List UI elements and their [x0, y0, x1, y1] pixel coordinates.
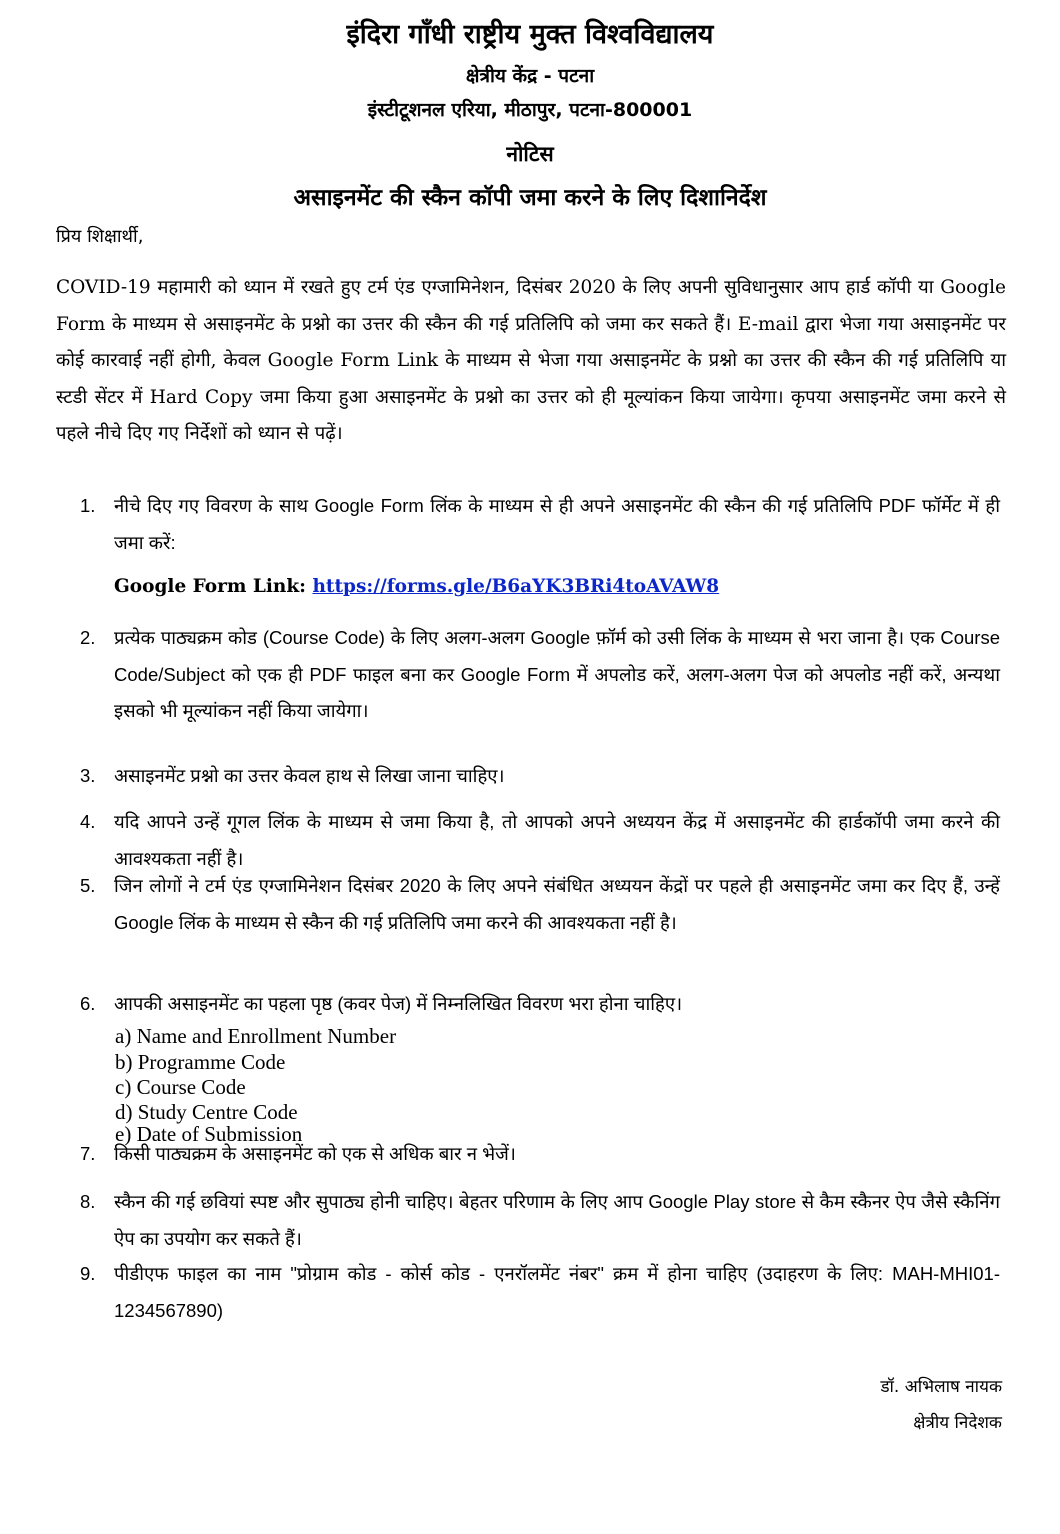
item-text: आपकी असाइनमेंट का पहला पृष्ठ (कवर पेज) में निम्नलिखित विवरण भरा होना चाहिए।	[114, 993, 683, 1014]
google-form-link[interactable]: https://forms.gle/B6aYK3BRi4toAVAW8	[312, 576, 720, 597]
item-text: पीडीएफ फाइल का नाम "प्रोग्राम कोड - कोर्स कोड - एनरॉलमेंट नंबर" क्रम में होना चाहिए (उदाहरण के लिए: MAH-MHI01-1234567890)	[114, 1263, 1000, 1321]
signatory-name: डॉ. अभिलाष नायक	[880, 1377, 1002, 1397]
signatory-title: क्षेत्रीय निदेशक	[913, 1413, 1002, 1433]
intro-paragraph: COVID-19 महामारी को ध्यान में रखते हुए टर्म एंड एग्जामिनेशन, दिसंबर 2020 के लिए अपनी सुविधानुसार आप हार्ड कॉपी या Google Form के माध्यम से असाइनमेंट के प्रश्नो का उत्तर की स्कैन की गई प्रतिलिपि को जमा कर सकते हैं। E-mail द्वारा भेजा गया असाइनमेंट पर कोई कारवाई नहीं होगी, केवल Google Form Link के माध्यम से भेजा गया असाइनमेंट के प्रश्नो का उत्तर की स्कैन की गई प्रतिलिपि या स्टडी सेंटर में Hard Copy जमा किया हुआ असाइनमेंट के प्रश्नो का उत्तर को ही मूल्यांकन किया जायेगा। कृपया असाइनमेंट जमा करने से पहले नीचे दिए गए निर्देशों को ध्यान से पढ़ें।	[56, 277, 1006, 444]
item-number: 4.	[80, 811, 96, 832]
item-text: जिन लोगों ने टर्म एंड एग्जामिनेशन दिसंबर 2020 के लिए अपने संबंधित अध्ययन केंद्रों पर पहले ही असाइनमेंट जमा कर दिए हैं, उन्हें Google लिंक के माध्यम से स्कैन की गई प्रतिलिपि जमा करने की आवश्यकता नहीं है।	[114, 875, 1000, 933]
item-number: 3.	[80, 765, 96, 786]
item-number: 9.	[80, 1263, 96, 1284]
notice-subject: असाइनमेंट की स्कैन कॉपी जमा करने के लिए दिशानिर्देश	[293, 185, 767, 211]
cover-detail-d: d) Study Centre Code	[115, 1100, 298, 1124]
cover-detail-c: c) Course Code	[115, 1075, 246, 1099]
item-text: प्रत्येक पाठ्यक्रम कोड (Course Code) के लिए अलग-अलग Google फ़ॉर्म को उसी लिंक के माध्यम से भरा जाना है। एक Course Code/Subject को एक ही PDF फाइल बना कर Google Form में अपलोड करें, अलग-अलग पेज को अपलोड नहीं करें, अन्यथा इसको भी मूल्यांकन नहीं किया जायेगा।	[114, 627, 1000, 721]
regional-centre: क्षेत्रीय केंद्र - पटना	[465, 65, 595, 87]
item-number: 7.	[80, 1143, 96, 1164]
item-number: 8.	[80, 1191, 96, 1212]
cover-detail-a: a) Name and Enrollment Number	[115, 1024, 397, 1048]
google-form-line	[114, 576, 719, 597]
notice-heading: नोटिस	[506, 142, 554, 166]
address: इंस्टीटूशनल एरिया, मीठापुर, पटना-800001	[367, 99, 693, 121]
cover-detail-e: e) Date of Submission	[115, 1122, 303, 1146]
item-number: 1.	[80, 495, 96, 516]
item-text: यदि आपने उन्हें गूगल लिंक के माध्यम से जमा किया है, तो आपको अपने अध्ययन केंद्र में असाइनमेंट की हार्डकॉपी जमा करने की आवश्यकता नहीं है।	[114, 811, 1000, 869]
google-form-label: Google Form Link:	[114, 576, 307, 597]
item-number: 2.	[80, 627, 96, 648]
university-name: इंदिरा गाँधी राष्ट्रीय मुक्त विश्वविद्यालय	[346, 19, 714, 50]
item-text: स्कैन की गई छवियां स्पष्ट और सुपाठ्य होनी चाहिए। बेहतर परिणाम के लिए आप Google Play store से कैम स्कैनर ऐप जैसे स्कैनिंग ऐप का उपयोग कर सकते हैं।	[114, 1191, 1000, 1249]
item-text: असाइनमेंट प्रश्नो का उत्तर केवल हाथ से लिखा जाना चाहिए।	[114, 765, 505, 786]
salutation: प्रिय शिक्षार्थी,	[56, 226, 144, 247]
item-text: नीचे दिए गए विवरण के साथ Google Form लिंक के माध्यम से ही अपने असाइनमेंट की स्कैन की गई प्रतिलिपि PDF फॉर्मेट में ही जमा करें:	[114, 495, 1000, 553]
item-text: किसी पाठ्यक्रम के असाइनमेंट को एक से अधिक बार न भेजें।	[114, 1143, 516, 1164]
cover-detail-b: b) Programme Code	[115, 1050, 286, 1074]
item-number: 5.	[80, 875, 96, 896]
item-number: 6.	[80, 993, 96, 1014]
